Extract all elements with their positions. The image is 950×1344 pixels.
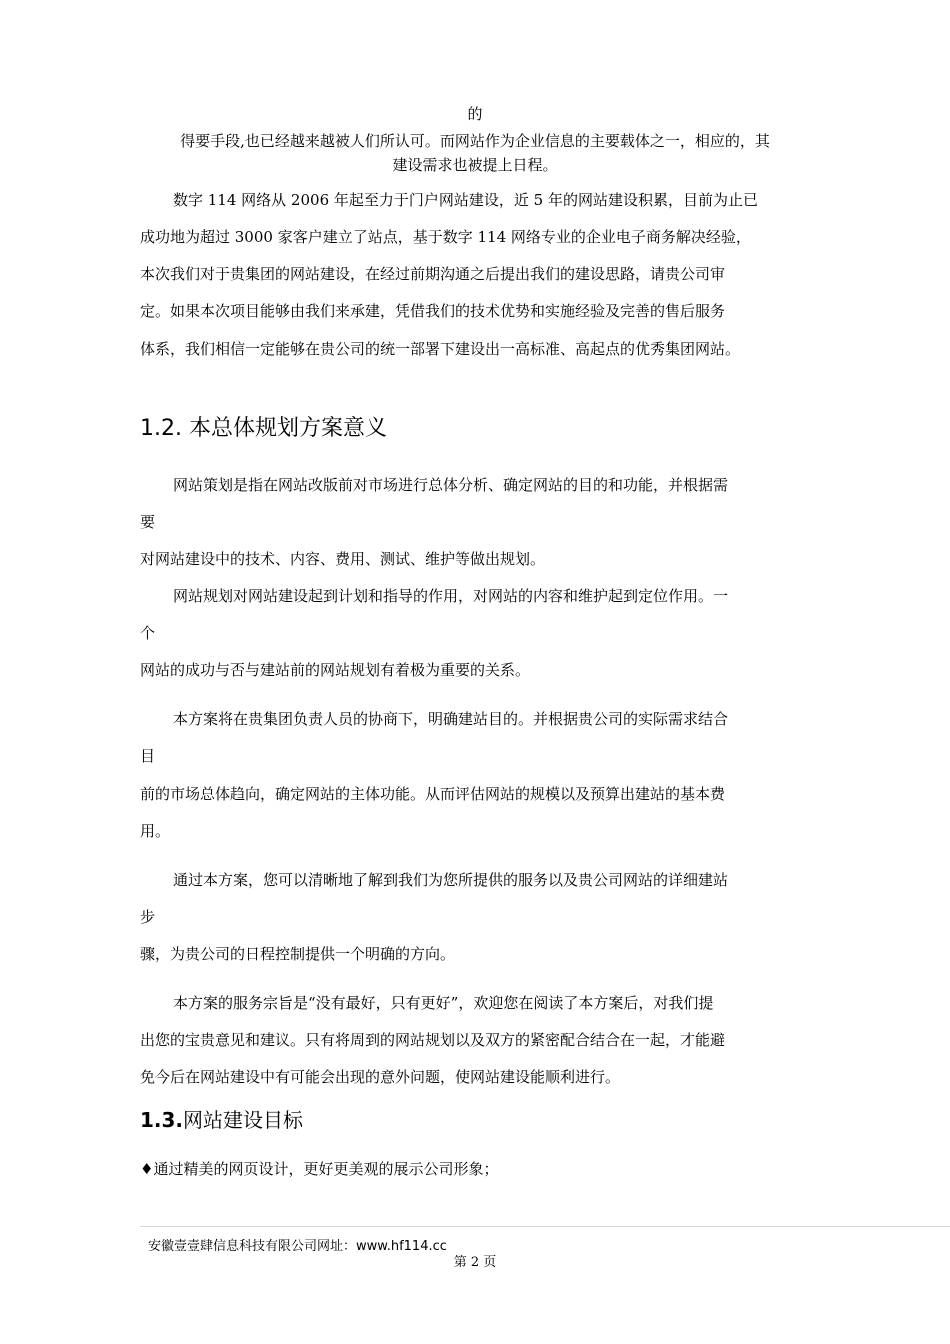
section-heading-1-2: 1.2. 本总体规划方案意义 [140,416,387,441]
paragraph-line: 网站策划是指在网站改版前对市场进行总体分析、确定网站的目的和功能，并根据需 [173,476,729,494]
paragraph-line: 通过本方案，您可以清晰地了解到我们为您所提供的服务以及贵公司网站的详细建站 [173,871,729,889]
page-number: 第 2 页 [453,1255,497,1270]
paragraph-line: 目 [140,747,156,765]
paragraph-line: 步 [140,908,156,926]
section-title: 网站建设目标 [183,1108,304,1132]
footer-company: 安徽壹壹肆信息科技有限公司网址：www.hf114.cc [148,1239,447,1254]
paragraph-line: 个 [140,624,156,642]
intro-line-2: 得要手段,也已经越来越被人们所认可。而网站作为企业信息的主要载体之一，相应的，其 [180,132,770,150]
paragraph-line: 体系，我们相信一定能够在贵公司的统一部署下建设出一高标准、高起点的优秀集团网站。 [140,340,741,358]
paragraph-line: 对网站建设中的技术、内容、费用、测试、维护等做出规划。 [140,550,546,568]
paragraph-line: 免今后在网站建设中有可能会出现的意外问题，使网站建设能顺利进行。 [140,1068,621,1086]
paragraph-line: 骤，为贵公司的日程控制提供一个明确的方向。 [140,945,456,963]
paragraph-line: 出您的宝贵意见和建议。只有将周到的网站规划以及双方的紧密配合结合在一起，才能避 [140,1031,726,1049]
paragraph-line: 要 [140,513,156,531]
intro-line-1: 的 [467,105,483,123]
paragraph-line: 成功地为超过 3000 家客户建立了站点，基于数字 114 网络专业的企业电子商务解决经验， [140,228,751,246]
bullet-item: ♦通过精美的网页设计，更好更美观的展示公司形象； [140,1160,499,1178]
paragraph-line: 用。 [140,822,171,840]
paragraph-line: 本方案将在贵集团负责人员的协商下，明确建站目的。并根据贵公司的实际需求结合 [173,710,729,728]
footer-divider [140,1226,950,1227]
paragraph-line: 数字 114 网络从 2006 年起至力于门户网站建设，近 5 年的网站建设积累，目前为止已 [173,191,758,209]
paragraph-line: 本方案的服务宗旨是“没有最好，只有更好”，欢迎您在阅读了本方案后，对我们提 [173,994,714,1012]
paragraph-line: 定。如果本次项目能够由我们来承建，凭借我们的技术优势和实施经验及完善的售后服务 [140,302,726,320]
intro-line-3: 建设需求也被提上日程。 [392,156,558,174]
section-number: 1.3. [140,1108,184,1132]
paragraph-line: 网站规划对网站建设起到计划和指导的作用，对网站的内容和维护起到定位作用。一 [173,587,729,605]
section-heading-1-3 [140,1107,303,1133]
paragraph-line: 本次我们对于贵集团的网站建设，在经过前期沟通之后提出我们的建设思路，请贵公司审 [140,265,726,283]
paragraph-line: 网站的成功与否与建站前的网站规划有着极为重要的关系。 [140,661,531,679]
paragraph-line: 前的市场总体趋向，确定网站的主体功能。从而评估网站的规模以及预算出建站的基本费 [140,785,726,803]
